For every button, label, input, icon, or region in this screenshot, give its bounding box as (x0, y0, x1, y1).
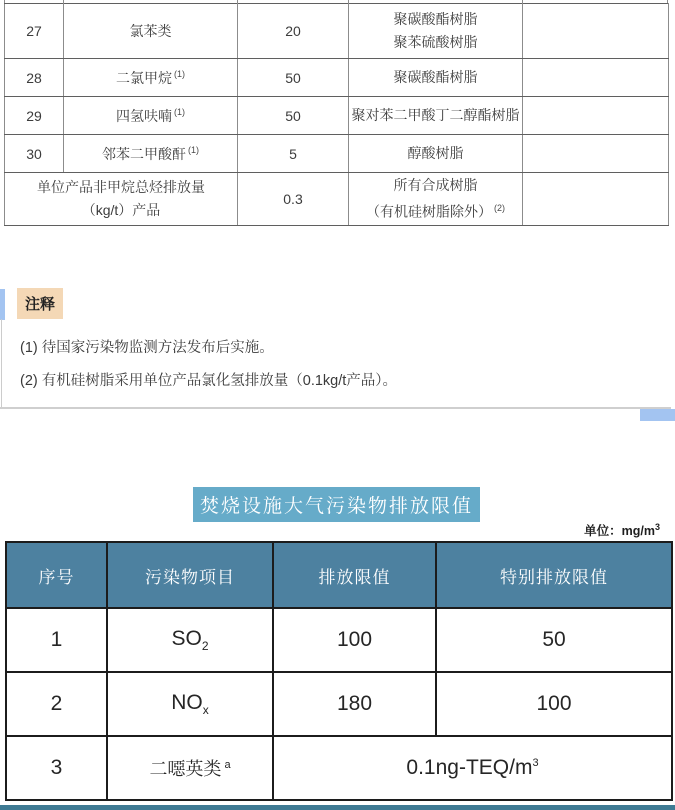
row-number: 1 (6, 608, 107, 672)
notes-heading: 注释 (17, 288, 63, 319)
pollutant-name: $SO_2$ (107, 608, 273, 672)
emission-limit: 50 (238, 97, 349, 135)
note-item: (2) 有机硅树脂采用单位产品氯化氢排放量（0.1kg/t产品）。 (20, 373, 398, 389)
empty-cell (523, 4, 669, 59)
merged-emission-limit: $0.1ng-TEQ/m^3$ (273, 736, 672, 800)
header-limit: 排放限值 (273, 542, 436, 608)
header-pollutant: 污染物项目 (107, 542, 273, 608)
emission-limit: 20 (238, 4, 349, 59)
emission-limit: 5 (238, 135, 349, 173)
table-header-row (6, 542, 672, 608)
table-summary-row (5, 173, 669, 226)
subscript: 2 (201, 639, 209, 654)
table-row (6, 736, 672, 800)
pollutant-limit-table (4, 3, 669, 226)
superscript: 3 (532, 757, 539, 769)
footnote-ref: (1) (188, 144, 199, 155)
footnote-ref: a (224, 759, 231, 771)
row-number: 30 (5, 135, 64, 173)
empty-cell (523, 97, 669, 135)
emission-limit: 50 (238, 59, 349, 97)
pollutant-name: 四氢呋喃 $^{(1)}$ (64, 97, 238, 135)
applicable-resin: 醇酸树脂 (349, 135, 523, 173)
row-number: 3 (6, 736, 107, 800)
pollutant-name: 邻苯二甲酸酐 $^{(1)}$ (64, 135, 238, 173)
row-number: 28 (5, 59, 64, 97)
applicable-resin: 聚碳酸酯树脂 聚苯硫酸树脂 (349, 4, 523, 59)
emission-limit: 100 (273, 608, 436, 672)
row-number: 29 (5, 97, 64, 135)
row-number: 27 (5, 4, 64, 59)
summary-label: 单位产品非甲烷总烃排放量 （kg/t）产品 (5, 173, 238, 226)
next-section-edge (0, 805, 675, 810)
empty-cell (523, 59, 669, 97)
applicable-resin: 聚碳酸酯树脂 (349, 59, 523, 97)
section-title-badge: 焚烧设施大气污染物排放限值 (193, 487, 480, 522)
header-special-limit: 特别排放限值 (436, 542, 672, 608)
unit-note: 单位：$mg/m^3$ (584, 521, 660, 538)
footnote-ref: (1) (174, 106, 185, 117)
special-emission-limit: 100 (436, 672, 672, 736)
decorative-blue-block (640, 409, 675, 421)
applicable-resin: 所有合成树脂 （有机硅树脂除外） $^{(2)}$ (349, 173, 523, 226)
notes-left-rule (1, 319, 2, 408)
superscript: 3 (654, 521, 660, 532)
note-accent-bar (0, 289, 5, 320)
header-index: 序号 (6, 542, 107, 608)
table-row (5, 135, 669, 173)
empty-cell (523, 135, 669, 173)
pollutant-name: 二噁英类 $^a$ (107, 736, 273, 800)
footnote-ref: (1) (174, 68, 185, 79)
pollutant-name: 氯苯类 (64, 4, 238, 59)
table-row (6, 672, 672, 736)
footnote-ref: (2) (494, 203, 505, 214)
table-row (6, 608, 672, 672)
special-emission-limit: 50 (436, 608, 672, 672)
incineration-limit-table (5, 541, 673, 801)
pollutant-name: $NO_x$ (107, 672, 273, 736)
empty-cell (523, 173, 669, 226)
table-row (5, 97, 669, 135)
pollutant-name: 二氯甲烷 $^{(1)}$ (64, 59, 238, 97)
applicable-resin: 聚对苯二甲酸丁二醇酯树脂 (349, 97, 523, 135)
table-row (5, 59, 669, 97)
emission-limit: 0.3 (238, 173, 349, 226)
emission-limit: 180 (273, 672, 436, 736)
row-number: 2 (6, 672, 107, 736)
note-item: (1) 待国家污染物监测方法发布后实施。 (20, 340, 274, 356)
subscript: x (202, 703, 209, 718)
notes-bottom-rule (0, 407, 671, 409)
table-row (5, 4, 669, 59)
